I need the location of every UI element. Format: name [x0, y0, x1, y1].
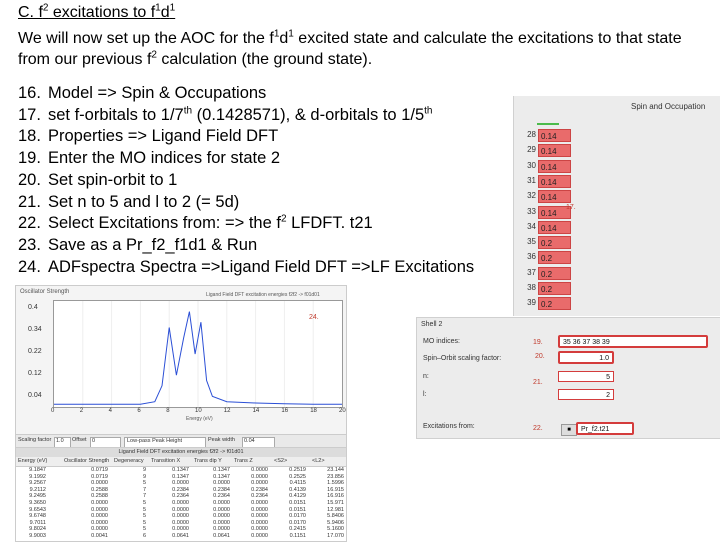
occupation-input[interactable]: 0.2: [538, 282, 571, 295]
occupation-input[interactable]: 0.14: [538, 175, 571, 188]
table-cell: 0.0000: [91, 480, 108, 487]
spectrum-window: [15, 285, 347, 437]
slide-title: C. $f^2$ excitations to $f^1d^1$: [18, 2, 176, 21]
spin-occupation-panel: [513, 96, 720, 316]
mo-indices-input[interactable]: 35 36 37 38 39: [558, 335, 708, 348]
table-cell: 0.0000: [251, 513, 268, 520]
annotation-20: 20.: [535, 353, 545, 360]
x-tick: 0: [51, 408, 55, 414]
occupation-input[interactable]: 0.14: [538, 221, 571, 234]
table-cell: 9.2495: [29, 493, 46, 500]
table-cell: 0.2384: [172, 486, 189, 493]
panel-title: Spin and Occupation: [631, 102, 706, 111]
x-tick: 12: [223, 408, 231, 414]
folder-icon[interactable]: ■: [561, 424, 577, 436]
table-cell: 9: [142, 473, 146, 480]
table-cell: 0.1347: [213, 473, 230, 480]
table-cell: 0.4129: [289, 493, 306, 500]
column-header[interactable]: Transition X: [151, 458, 181, 464]
shell2-panel: [416, 317, 720, 439]
orbital-index: 29: [527, 145, 536, 155]
scaling-input[interactable]: 1.0: [54, 437, 71, 448]
x-tick: 20: [339, 408, 346, 414]
table-cell: 6: [142, 533, 146, 539]
peak-width-input[interactable]: 0.04: [242, 437, 275, 448]
table-cell: 7: [142, 493, 146, 500]
table-cell: 0.0000: [172, 480, 189, 487]
n-input[interactable]: 5: [558, 371, 614, 382]
x-tick: 2: [79, 408, 84, 414]
l-input[interactable]: 2: [558, 389, 614, 400]
selection-indicator: [537, 123, 559, 125]
occupation-row: [514, 128, 584, 143]
column-header[interactable]: <S2>: [274, 458, 288, 464]
mo-indices-label: MO indices:: [423, 338, 460, 345]
annotation-22: 22.: [533, 425, 543, 432]
table-cell: 9.1992: [29, 473, 46, 480]
table-cell: 0.0151: [289, 500, 306, 506]
table-cell: 0.1347: [172, 467, 189, 473]
table-cell: 0.0000: [91, 500, 108, 506]
peak-width-label: Peak width: [208, 437, 235, 443]
column-header[interactable]: Oscillator Strength: [64, 458, 110, 464]
occupation-input[interactable]: 0.14: [538, 160, 571, 173]
y-tick: 0.34: [28, 326, 42, 333]
table-cell: 0.2364: [251, 493, 268, 500]
x-tick: 14: [252, 408, 260, 414]
table-cell: 5: [142, 500, 146, 506]
table-cell: 9.2112: [29, 486, 46, 493]
occupation-row: [514, 143, 584, 158]
table-cell: 0.0000: [251, 473, 268, 480]
table-cell: 0.0000: [91, 526, 108, 533]
table-cell: 0.0000: [91, 513, 108, 520]
table-cell: 9.7011: [29, 519, 46, 526]
column-header[interactable]: <L2>: [312, 458, 325, 464]
table-title: Ligand Field DFT excitation energies f2f2 -> f01d01: [16, 448, 346, 457]
excitations-from-input[interactable]: Pr_f2.t21: [576, 422, 634, 435]
table-cell: 0.2519: [289, 467, 306, 473]
column-header[interactable]: Degeneracy: [114, 458, 144, 464]
y-tick: 0.04: [28, 392, 42, 399]
annotation-19: 19.: [533, 339, 543, 346]
table-cell: 9: [142, 467, 146, 473]
table-cell: 23.144: [327, 467, 344, 473]
spin-orbit-input[interactable]: 1.0: [558, 351, 614, 364]
occupation-input[interactable]: 0.2: [538, 236, 571, 249]
table-cell: 0.0041: [91, 533, 108, 539]
occupation-input[interactable]: 0.2: [538, 251, 571, 264]
table-cell: 5: [142, 513, 146, 520]
x-tick: 18: [310, 408, 317, 414]
table-cell: 0.0000: [213, 526, 230, 533]
table-cell: 9.2567: [29, 480, 46, 487]
offset-input[interactable]: 0: [90, 437, 121, 448]
step-17: 17. set f-orbitals to 1/7th (0.1428571), & d-orbitals to 1/5th: [18, 105, 433, 124]
orbital-index: 38: [527, 283, 536, 292]
table-cell: 5: [142, 480, 146, 487]
steps-list: [18, 83, 474, 278]
table-cell: 0.0000: [251, 526, 268, 533]
occupation-row: [514, 281, 584, 296]
column-header[interactable]: Trans dip Y: [194, 458, 222, 464]
table-cell: 0.0000: [213, 513, 230, 520]
offset-label: Offset: [72, 437, 87, 443]
shell-title: Shell 2: [421, 321, 443, 328]
column-header[interactable]: Trans Z: [234, 458, 253, 464]
x-tick: 6: [137, 408, 141, 414]
occupation-row: [514, 250, 584, 265]
spectrum-plot[interactable]: [53, 300, 343, 408]
table-cell: 0.2415: [289, 526, 306, 533]
table-cell: 0.1151: [289, 533, 306, 539]
table-cell: 0.0170: [289, 519, 306, 526]
y-tick: 0.4: [28, 304, 38, 311]
table-cell: 5: [142, 519, 146, 526]
table-cell: 0.0000: [213, 506, 230, 513]
table-cell: 0.2384: [213, 486, 230, 493]
table-cell: 0.0000: [213, 519, 230, 526]
table-cell: 0.0000: [251, 480, 268, 487]
table-cell: 0.4139: [289, 486, 306, 493]
orbital-index: 36: [527, 252, 536, 262]
annotation-24: 24.: [309, 314, 319, 321]
table-cell: 12.981: [327, 506, 344, 513]
mode-select[interactable]: Low-pass Peak Height: [124, 437, 206, 448]
table-cell: 9.9003: [29, 533, 46, 539]
table-cell: 0.0000: [172, 519, 189, 526]
step-24: 24. ADFspectra Spectra =>Ligand Field DFT =>LF Excitations: [18, 257, 475, 276]
table-cell: 0.2525: [289, 473, 306, 480]
table-cell: 0.0000: [251, 533, 268, 539]
table-cell: 1.5996: [327, 480, 344, 487]
step-19: 19. Enter the MO indices for state 2: [18, 149, 281, 168]
occupation-input[interactable]: 0.14: [538, 206, 571, 219]
step-20: 20. Set spin-orbit to 1: [18, 170, 178, 189]
x-tick: 4: [108, 408, 112, 414]
table-cell: 0.0000: [172, 513, 189, 520]
table-cell: 9.1847: [29, 467, 46, 473]
table-cell: 0.0719: [91, 467, 108, 473]
step-21: 21. Set n to 5 and l to 2 (= 5d): [18, 192, 240, 211]
orbital-index: 34: [527, 221, 536, 231]
orbital-index: 30: [527, 160, 536, 170]
occupation-row: [514, 220, 584, 235]
table-cell: 0.0000: [91, 519, 108, 526]
x-tick: 8: [166, 408, 170, 414]
table-cell: 5.1600: [327, 526, 344, 533]
step-18: 18. Properties => Ligand Field DFT: [18, 127, 279, 146]
y-tick: 0.12: [28, 370, 42, 377]
table-cell: 16.915: [327, 486, 344, 493]
table-cell: 5: [142, 506, 146, 513]
occupation-input[interactable]: 0.14: [538, 129, 571, 142]
table-cell: 0.0000: [172, 526, 189, 533]
step-23: 23. Save as a Pr_f2_f1d1 & Run: [18, 235, 258, 254]
table-cell: 15.971: [327, 500, 344, 506]
spectrum-controls: [15, 434, 347, 448]
table-cell: 0.0000: [251, 500, 268, 506]
table-cell: 9.3650: [29, 500, 46, 506]
table-cell: 16.916: [327, 493, 344, 500]
orbital-index: 28: [527, 130, 536, 139]
table-cell: 7: [142, 486, 146, 493]
occupation-input[interactable]: 0.14: [538, 144, 571, 157]
orbital-index: 39: [527, 298, 536, 308]
orbital-index: 32: [527, 191, 536, 201]
table-cell: 0.0719: [91, 473, 108, 480]
intro-paragraph: We will now set up the AOC for the $f^1d^1$ excited state and calculate the excitations to that state from our previous $f^2$ calculation (the ground state).: [18, 28, 682, 68]
table-cell: 0.2384: [251, 486, 268, 493]
occupation-row: [514, 189, 584, 204]
table-cell: 0.2588: [91, 486, 108, 493]
orbital-index: 33: [527, 206, 536, 216]
table-cell: 0.2364: [172, 493, 189, 500]
spectrum-svg: [54, 301, 342, 407]
table-cell: 0.0000: [172, 506, 189, 513]
table-cell: 0.2588: [91, 493, 108, 500]
table-cell: 0.0000: [213, 480, 230, 487]
occupation-input[interactable]: 0.2: [538, 267, 571, 280]
y-axis-title: Oscillator Strength: [20, 289, 70, 295]
spin-orbit-label: Spin–Orbit scaling factor:: [423, 355, 502, 362]
table-cell: 0.0641: [172, 533, 189, 539]
annotation-17: 17.: [566, 204, 576, 211]
orbital-index: 37: [527, 267, 536, 277]
table-cell: 0.0000: [91, 506, 108, 513]
table-cell: 23.856: [327, 473, 344, 480]
table-cell: 0.1347: [213, 467, 230, 473]
table-cell: 0.0000: [172, 500, 189, 506]
occupation-input[interactable]: 0.2: [538, 297, 571, 310]
x-tick: 10: [195, 408, 202, 414]
table-cell: 9.8024: [29, 526, 46, 533]
occupation-row: [514, 174, 584, 189]
excitation-table: [15, 447, 347, 542]
occupation-row: [514, 235, 584, 250]
annotation-21: 21.: [533, 379, 543, 386]
occupation-row: [514, 159, 584, 174]
spectrum-title: Ligand Field DFT excitation energies f2f2 -> f01d01: [206, 292, 320, 298]
table-cell: 0.0000: [251, 519, 268, 526]
table-cell: 0.4115: [289, 480, 306, 487]
table-cell: 0.0170: [289, 513, 306, 520]
table-cell: 0.2364: [213, 493, 230, 500]
table-cell: 0.1347: [172, 473, 189, 480]
step-16: 16. Model => Spin & Occupations: [18, 84, 267, 102]
l-label: l:: [423, 391, 427, 398]
orbital-index: 35: [527, 237, 536, 247]
table-cell: 5.8406: [327, 513, 344, 520]
occupation-row: [514, 266, 584, 281]
orbital-index: 31: [527, 175, 536, 185]
table-cell: 9.6748: [29, 513, 46, 520]
excitations-from-label: Excitations from:: [423, 423, 475, 430]
step-22: 22. Select Excitations from: => the $f^2$ LFDFT. t21: [18, 213, 373, 233]
table-row[interactable]: [16, 533, 346, 540]
table-cell: 0.0641: [213, 533, 230, 539]
scaling-label: Scaling factor: [18, 437, 52, 443]
table-cell: 5: [142, 526, 146, 533]
table-cell: 0.0000: [251, 506, 268, 513]
table-cell: 9.6543: [29, 506, 46, 513]
table-cell: 5.9406: [327, 519, 344, 526]
table-header: [16, 457, 346, 467]
x-tick: 16: [281, 408, 289, 414]
table-cell: 17.070: [327, 533, 344, 539]
column-header[interactable]: Energy (eV): [18, 458, 48, 464]
x-axis-label: Energy (eV): [186, 416, 213, 422]
table-cell: 0.0000: [213, 500, 230, 506]
table-cell: 0.0000: [251, 467, 268, 473]
occupation-input[interactable]: 0.14: [538, 190, 571, 203]
occupation-row: [514, 296, 584, 311]
table-cell: 0.0151: [289, 506, 306, 513]
y-tick: 0.22: [28, 348, 42, 355]
n-label: n:: [423, 373, 429, 380]
